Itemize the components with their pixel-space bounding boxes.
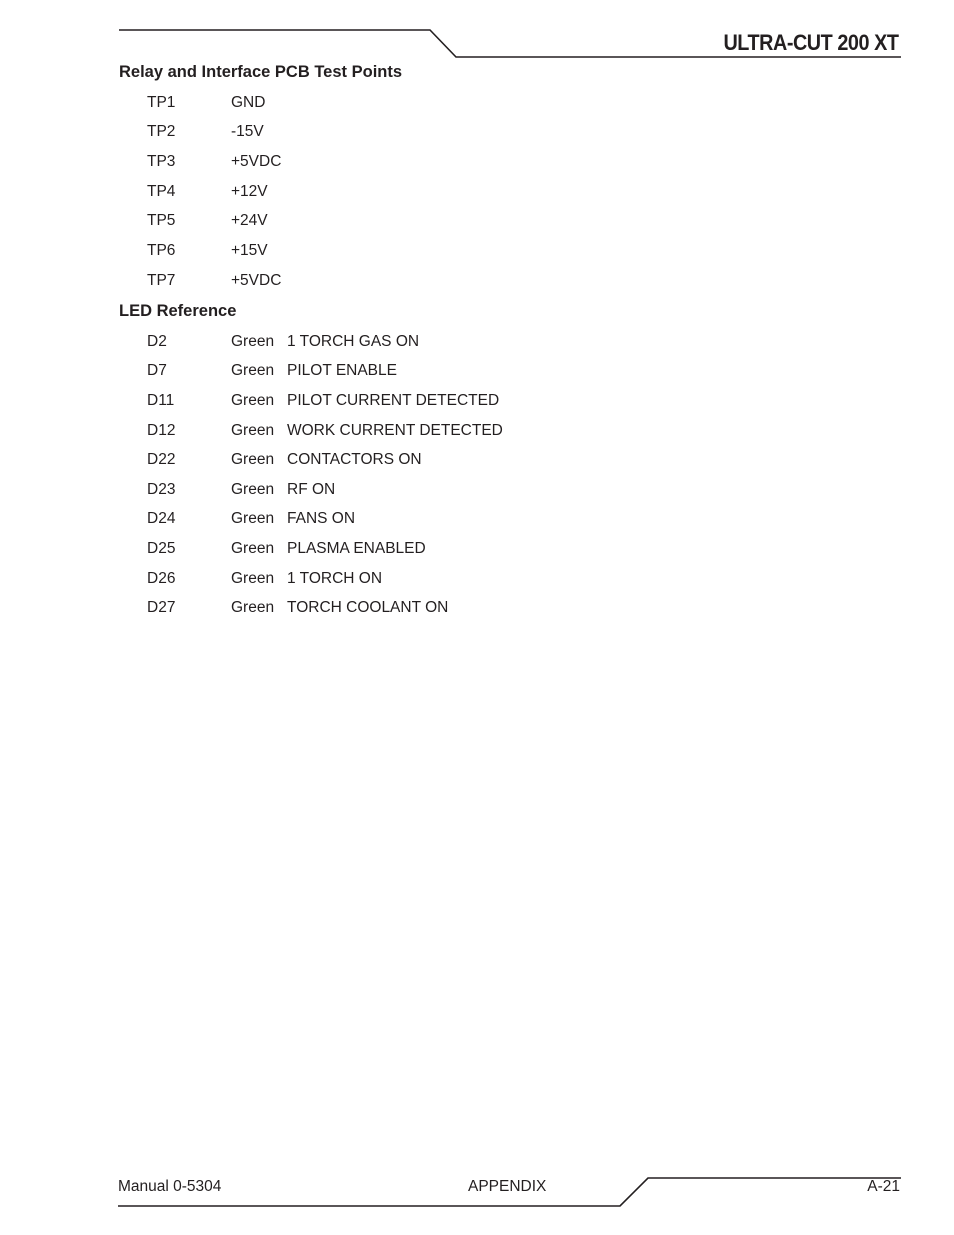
- test-points-heading: Relay and Interface PCB Test Points: [119, 63, 403, 81]
- led-color: Green: [231, 392, 275, 409]
- test-point-value: +15V: [231, 242, 268, 259]
- test-point-value: +5VDC: [231, 272, 282, 289]
- section-name: APPENDIX: [468, 1178, 547, 1195]
- led-id: D27: [147, 599, 176, 616]
- led-function: PILOT ENABLE: [287, 362, 397, 379]
- led-id: D12: [147, 422, 176, 439]
- led-id: D7: [147, 362, 167, 379]
- led-id: D2: [147, 333, 167, 350]
- led-color: Green: [231, 481, 275, 498]
- led-function: 1 TORCH ON: [287, 570, 383, 587]
- led-color: Green: [231, 362, 275, 379]
- led-id: D26: [147, 570, 176, 587]
- led-id: D23: [147, 481, 176, 498]
- test-point-id: TP2: [147, 123, 176, 140]
- test-point-value: +24V: [231, 212, 268, 229]
- led-function: PILOT CURRENT DETECTED: [287, 392, 500, 409]
- test-point-value: +5VDC: [231, 153, 282, 170]
- led-color: Green: [231, 510, 275, 527]
- test-point-id: TP1: [147, 94, 176, 111]
- led-color: Green: [231, 570, 275, 587]
- led-function: FANS ON: [287, 510, 356, 527]
- page-number: A-21: [867, 1178, 900, 1195]
- led-color: Green: [231, 422, 275, 439]
- test-point-value: +12V: [231, 183, 268, 200]
- led-function: CONTACTORS ON: [287, 451, 422, 468]
- led-color: Green: [231, 599, 275, 616]
- led-function: WORK CURRENT DETECTED: [287, 422, 503, 439]
- led-id: D25: [147, 540, 176, 557]
- test-point-value: -15V: [231, 123, 264, 140]
- led-id: D11: [147, 392, 175, 409]
- test-point-id: TP7: [147, 272, 176, 289]
- test-point-value: GND: [231, 94, 266, 111]
- test-point-id: TP6: [147, 242, 176, 259]
- test-point-id: TP3: [147, 153, 176, 170]
- led-id: D24: [147, 510, 176, 527]
- led-id: D22: [147, 451, 176, 468]
- led-function: 1 TORCH GAS ON: [287, 333, 420, 350]
- product-title: ULTRA-CUT 200 XT: [722, 30, 898, 55]
- led-reference-heading: LED Reference: [119, 302, 237, 320]
- led-color: Green: [231, 451, 275, 468]
- led-color: Green: [231, 540, 275, 557]
- test-point-id: TP5: [147, 212, 176, 229]
- led-function: TORCH COOLANT ON: [287, 599, 449, 616]
- led-function: PLASMA ENABLED: [287, 540, 426, 557]
- led-function: RF ON: [287, 481, 336, 498]
- test-point-id: TP4: [147, 183, 176, 200]
- manual-number: Manual 0-5304: [118, 1178, 222, 1195]
- led-color: Green: [231, 333, 275, 350]
